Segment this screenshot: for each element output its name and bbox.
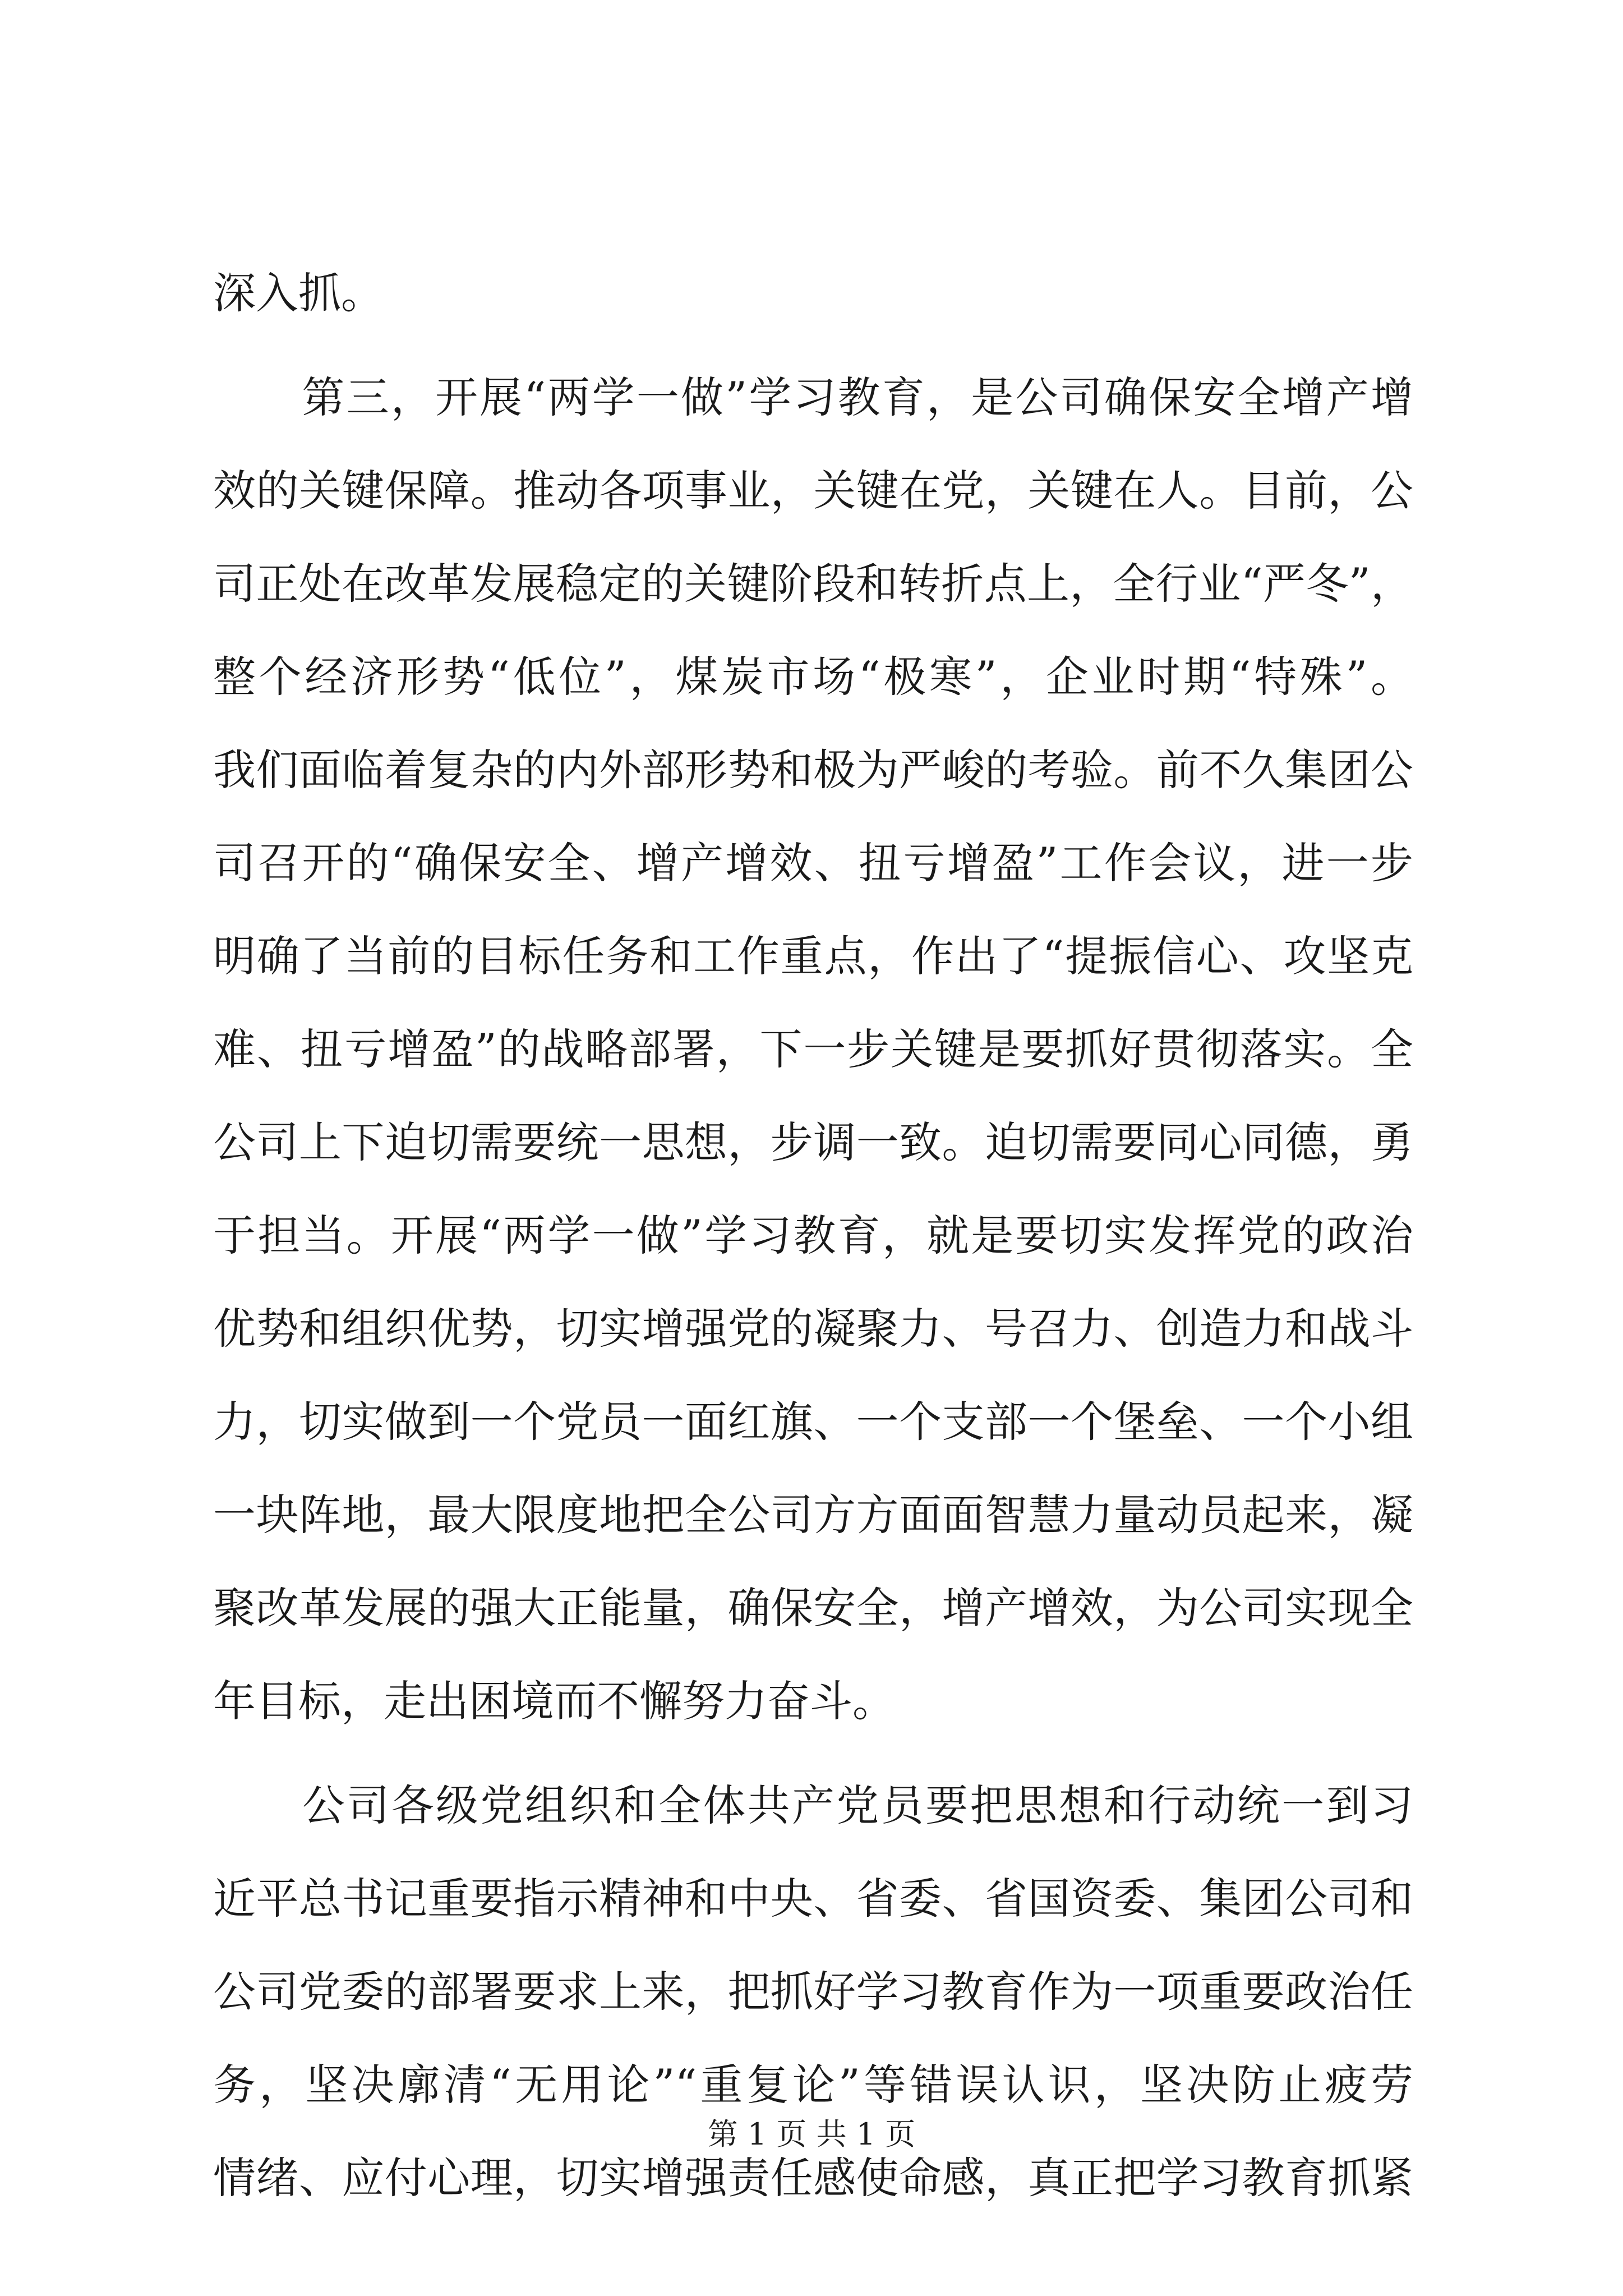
text-line: 优势和组织优势，切实增强党的凝聚力、号召力、创造力和战斗 bbox=[213, 1304, 1413, 1354]
text-line: 公司党委的部署要求上来，把抓好学习教育作为一项重要政治任 bbox=[213, 1967, 1413, 2017]
text-line: 公司上下迫切需要统一思想，步调一致。迫切需要同心同德，勇 bbox=[213, 1117, 1413, 1167]
text-line: 难、扭亏增盈”的战略部署，下一步关键是要抓好贯彻落实。全 bbox=[213, 1024, 1413, 1074]
text-line: 我们面临着复杂的内外部形势和极为严峻的考验。前不久集团公 bbox=[213, 745, 1413, 795]
text-line: 深入抓。 bbox=[213, 268, 384, 318]
text-line: 于担当。开展“两学一做”学习教育，就是要切实发挥党的政治 bbox=[213, 1211, 1413, 1260]
text-line: 司正处在改革发展稳定的关键阶段和转折点上，全行业“严冬”， bbox=[213, 559, 1413, 609]
text-line: 年目标，走出困境而不懈努力奋斗。 bbox=[213, 1676, 895, 1726]
text-line: 整个经济形势“低位”，煤炭市场“极寒”，企业时期“特殊”。 bbox=[213, 652, 1413, 702]
text-line: 近平总书记重要指示精神和中央、省委、省国资委、集团公司和 bbox=[213, 1874, 1413, 1924]
page-number-footer: 第 1 页 共 1 页 bbox=[707, 2116, 916, 2152]
body-text bbox=[213, 247, 1413, 2225]
text-line: 公司各级党组织和全体共产党员要把思想和行动统一到习 bbox=[213, 1780, 1413, 1830]
text-line: 第三，开展“两学一做”学习教育，是公司确保安全增产增 bbox=[213, 372, 1413, 422]
text-line: 司召开的“确保安全、增产增效、扭亏增盈”工作会议，进一步 bbox=[213, 838, 1413, 888]
text-line: 力，切实做到一个党员一面红旗、一个支部一个堡垒、一个小组 bbox=[213, 1397, 1413, 1447]
text-line: 聚改革发展的强大正能量，确保安全，增产增效，为公司实现全 bbox=[213, 1583, 1413, 1633]
text-line: 效的关键保障。推动各项事业，关键在党，关键在人。目前，公 bbox=[213, 466, 1413, 516]
text-line: 明确了当前的目标任务和工作重点，作出了“提振信心、攻坚克 bbox=[213, 931, 1413, 981]
text-line: 一块阵地，最大限度地把全公司方方面面智慧力量动员起来，凝 bbox=[213, 1490, 1413, 1540]
text-line: 务，坚决廓清“无用论”“重复论”等错误认识，坚决防止疲劳 bbox=[213, 2060, 1413, 2110]
text-line: 情绪、应付心理，切实增强责任感使命感，真正把学习教育抓紧 bbox=[213, 2153, 1413, 2203]
